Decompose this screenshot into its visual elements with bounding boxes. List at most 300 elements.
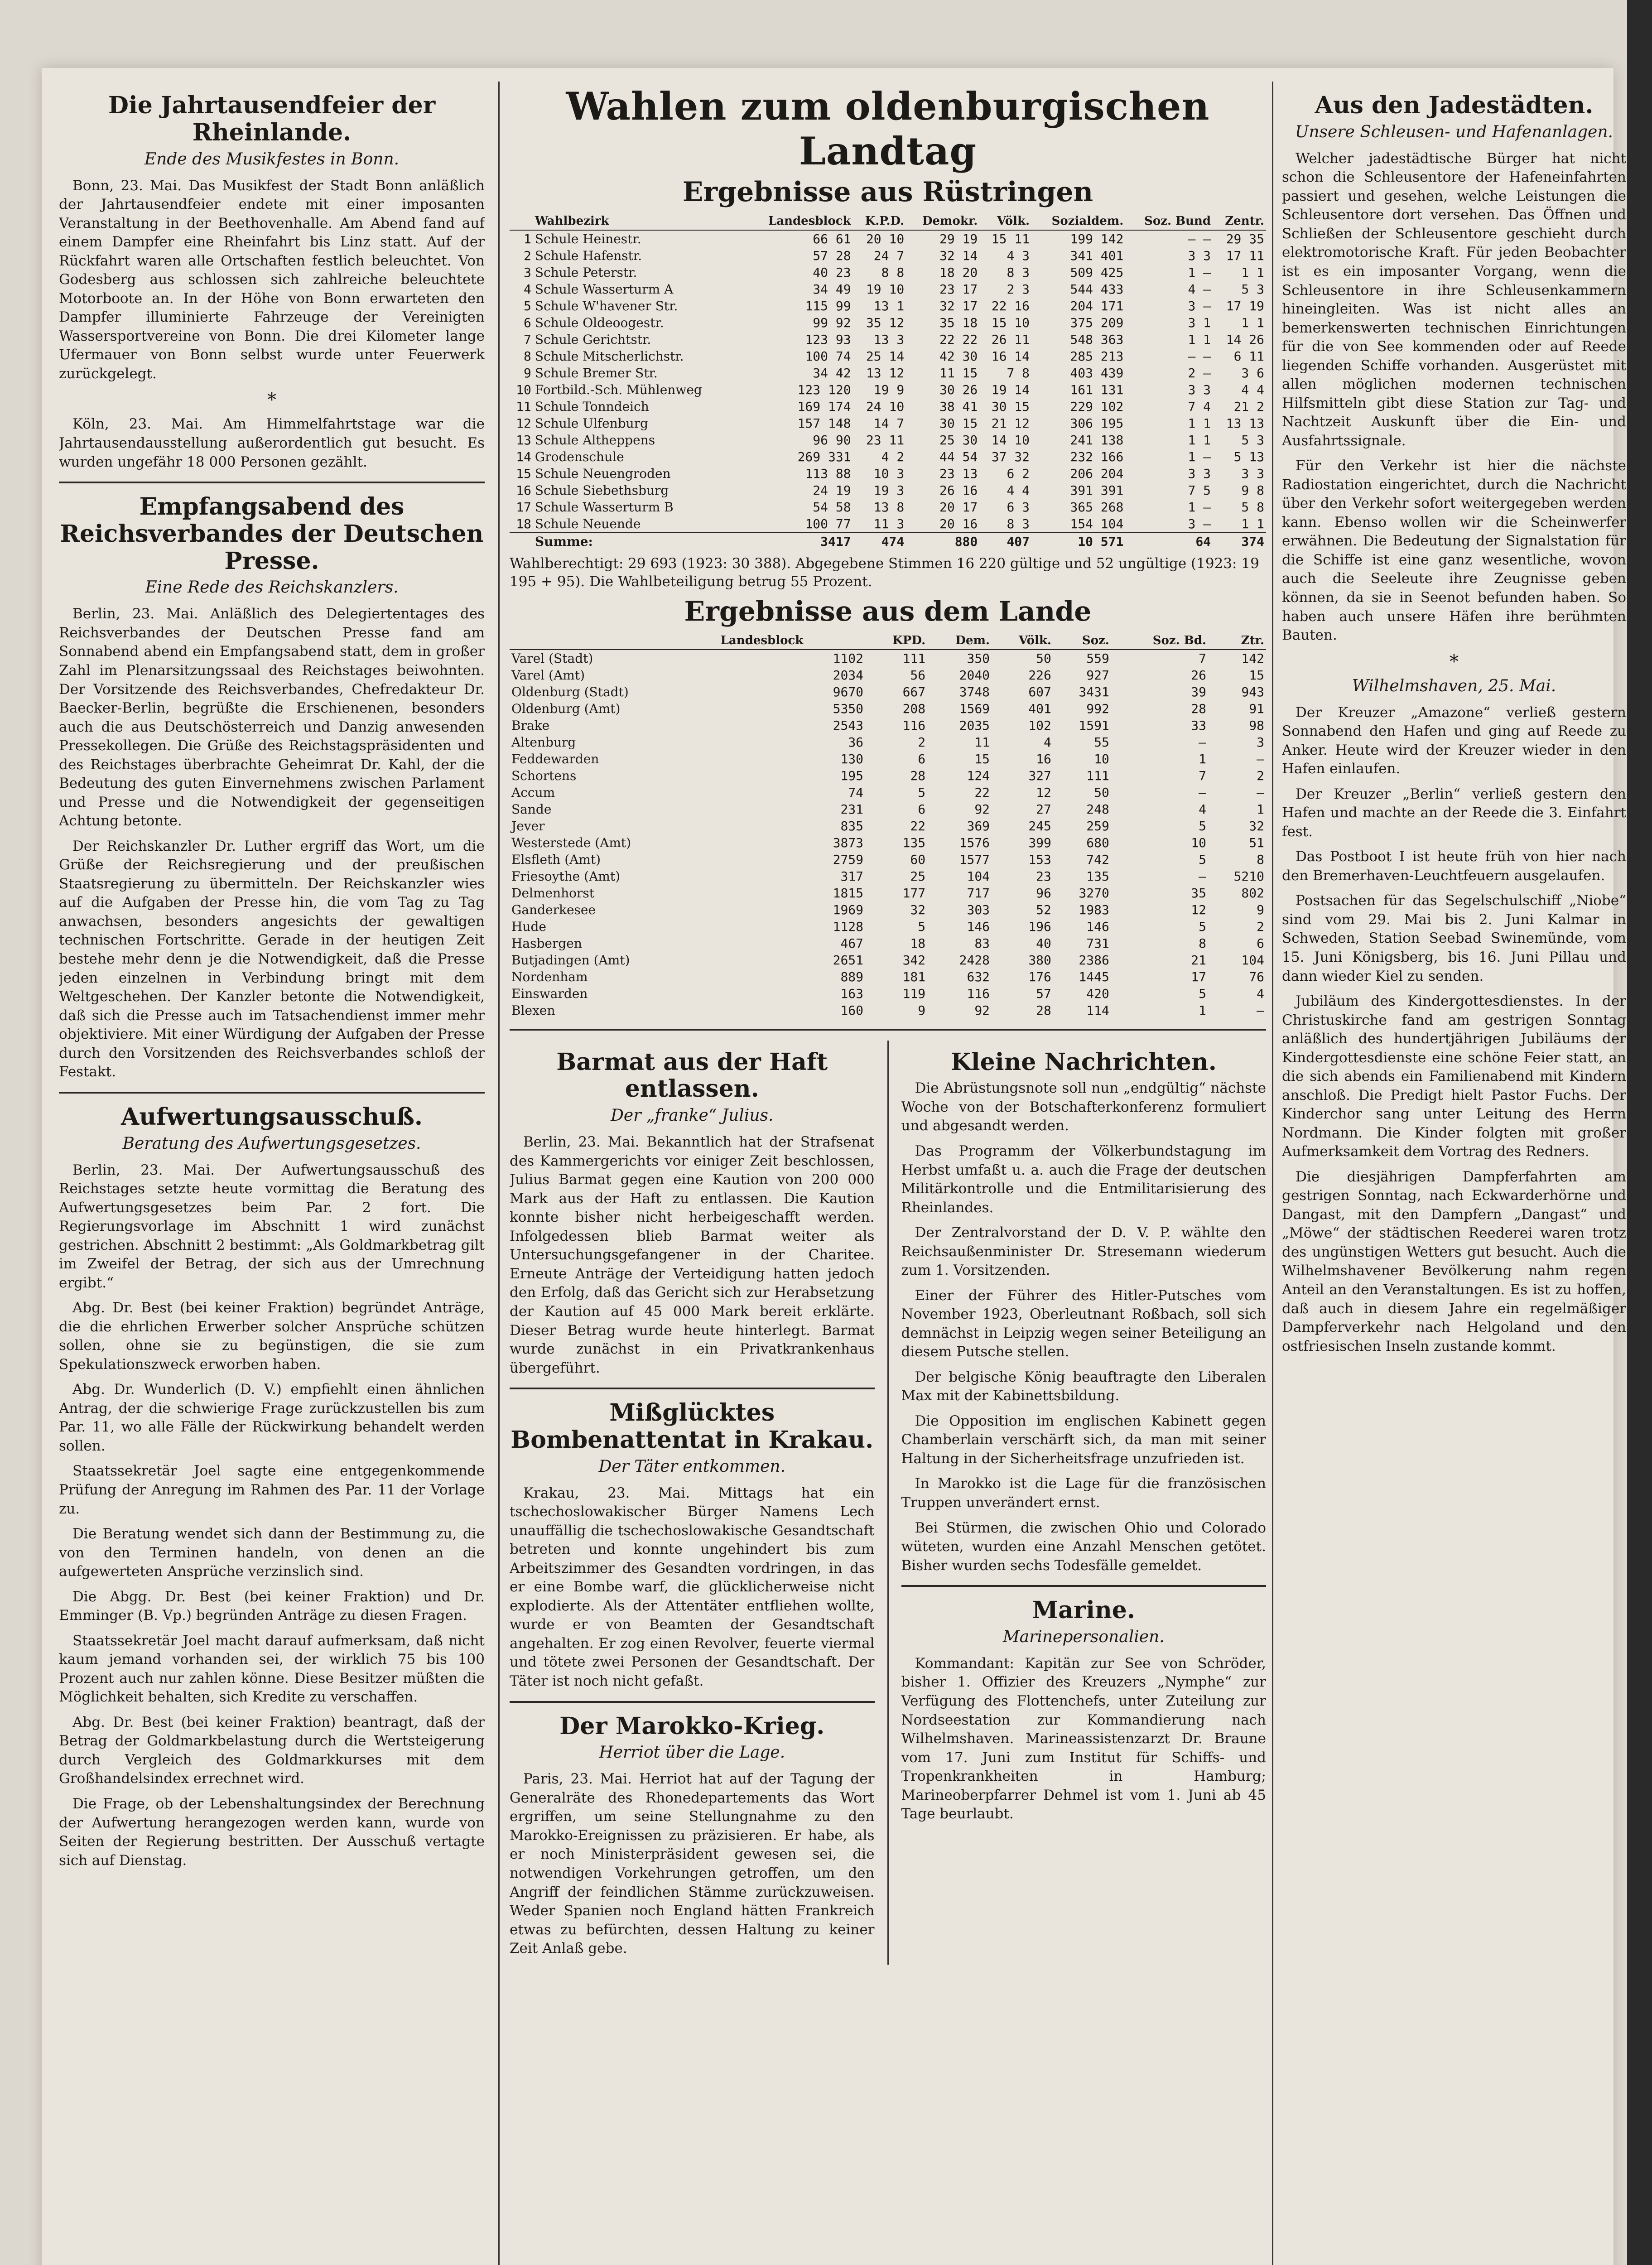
table-row [510,885,1266,901]
table-cell: 55 [1094,734,1109,750]
table-cell: 509 425 [1070,265,1124,280]
article-title: Aufwertungsausschuß. [121,1103,423,1131]
middle-column [510,84,1266,2265]
table-cell: Schule Oldeoogestr. [535,315,664,330]
col-header: Landesblock [719,632,865,650]
table-cell: 56 [910,667,926,683]
table-cell: 420 [1086,986,1109,1001]
table-cell: 3 [1257,734,1264,750]
col-header: Dem. [927,632,992,650]
table-cell: 5 3 [1241,433,1264,448]
table-cell: 11 15 [939,366,978,381]
article-subtitle: Unsere Schleusen- und Hafenanlagen. [1295,122,1613,141]
sum-cell: 3417 [746,533,853,550]
table-cell: 742 [1086,852,1109,867]
table-cell: 245 [1028,818,1051,834]
table-cell: 7 8 [1007,366,1030,381]
table-cell: 177 [902,885,926,901]
table-cell: 14 7 [873,416,905,431]
table-cell: Blexen [511,1002,555,1018]
table-cell: 14 26 [1226,332,1264,347]
table-row [510,1002,1266,1019]
table-cell: 259 [1086,818,1109,834]
table-cell: 113 88 [805,466,851,481]
table-cell: Ganderkesee [511,902,596,917]
article-paragraph: Welcher jadestädtische Bürger hat nicht schon die Schleusentore der Hafeneinfahrten passiert und gesehen, welche Leistungen die Schleusentore dort versehen. Das Öffnen und Schließen der Schleusentore geschieht durch elektromotorische Kraft. Für jeden Beobachter ist es ein imposanter Vorgang, wenn die Schleusentore in ihre Schleusenkammern hineingleiten. Was ist nicht alles an bemerkenswerten technischen Einrichtungen für die von See kommenden oder auf Reede liegenden Schiffe vorhanden. Ausgerüstet mit allen möglichen modernen technischen Hilfsmitteln gibt diese Station zur Tag- und Nachtzeit Auskunft über die Ein- und Ausfahrtssignale. [1282,150,1626,449]
table-cell: 98 [1249,718,1264,733]
table-cell: 1 [524,231,531,246]
table-cell: Schule Mitscherlichstr. [535,349,684,364]
table-cell: 135 [902,835,926,850]
article-subtitle: Marinepersonalien. [1002,1627,1165,1646]
table-cell: 365 268 [1070,500,1124,515]
table-cell: 10 [1094,751,1109,766]
table-cell: 29 19 [939,231,978,246]
table-cell: 74 [848,785,864,800]
col-header: Ztr. [1208,632,1266,650]
sum-label: Summe: [533,533,746,550]
table-cell: 116 [902,718,926,733]
table-cell: 40 [1036,935,1051,951]
table-cell: 35 18 [939,315,978,330]
table-cell: 146 [967,919,990,934]
table-cell: 1445 [1079,969,1109,984]
table-cell: 92 [974,801,990,817]
table-cell: 341 401 [1070,248,1124,263]
table-cell: 6 11 [1233,349,1264,364]
table-cell: 32 [1249,818,1264,834]
table-cell: Delmenhorst [511,885,595,901]
table-cell: 6 3 [1007,500,1030,515]
article-title: Kleine Nachrichten. [950,1048,1217,1076]
table-cell: 50 [1094,785,1109,800]
table-cell: Brake [511,718,550,733]
table-cell: 5350 [833,701,864,716]
table-cell: 124 [967,768,990,783]
table-cell: Schule Gerichtstr. [535,332,651,347]
article-paragraph: Das Postboot I ist heute früh von hier nach den Bremerhaven-Leuchtfeuern ausgelaufen. [1282,848,1626,884]
table-cell: 229 102 [1070,399,1124,414]
divider [510,1029,1266,1031]
table-cell: 181 [902,969,926,984]
table-cell: 5210 [1233,868,1264,884]
table-cell: 100 77 [805,516,851,531]
table-cell: Hasbergen [511,935,582,951]
table-cell: — — [1188,349,1211,364]
article-paragraph: Staatssekretär Joel sagte eine entgegenkommende Prüfung der Anregung im Rahmen des Par. 11 der Vorlage zu. [59,1463,485,1517]
table-cell: 15 11 [991,231,1030,246]
table-cell: 9 [1257,902,1264,917]
article-paragraph: Postsachen für das Segelschulschiff „Niobe“ sind vom 29. Mai bis 2. Juni Kalmar in Schweden, Station Seebad Swinemünde, vom 15. Juni Königsberg, bis 16. Juni Pillau und dann wieder Kiel zu senden. [1282,892,1626,984]
table-cell: 327 [1028,768,1051,783]
table-cell: 3431 [1079,684,1109,699]
table-cell: 146 [1086,919,1109,934]
table-cell: 731 [1086,935,1109,951]
table-cell: 15 [516,466,531,481]
article-title: Barmat aus der Haft entlassen. [556,1048,828,1103]
table-cell: 5 [918,785,926,800]
article-title: Empfangsabend des Reichsverbandes der Deutschen Presse. [60,493,484,575]
table-cell: 2040 [959,667,990,683]
article-paragraph: Die Abrüstungsnote soll nun „endgültig“ nächste Woche von der Botschafterkonferenz formuliert und abgesandt werden. [901,1080,1266,1134]
table-cell: Friesoythe (Amt) [511,868,621,884]
table-cell: 57 28 [813,248,851,263]
column-rule-2 [1272,82,1273,2265]
table-cell: 13 13 [1226,416,1264,431]
table-cell: Accum [511,785,555,800]
table-cell: — [1199,734,1206,750]
table-cell: 350 [967,651,990,666]
article-paragraph: Für den Verkehr ist hier die nächste Radiostation eingerichtet, durch die Nachricht über den Verkehr sofort weitergegeben werden kann. Ebenso wollen wir die Scheinwerfer erwähnen. Die Bedeutung der Signalstation für die Schiffe ist eine ganz wesentliche, wovon auch die Seeleute ihre Zeugnisse geben können, da sie in Seenot befunden haben. So haben auch unsere Häfen ihre berühmten Bauten. [1282,458,1626,644]
table-body [510,230,1266,550]
table-cell: 32 [910,902,926,917]
table-cell: 15 [974,751,990,766]
table-cell: 19 3 [873,483,905,498]
sum-cell: 474 [853,533,906,550]
article-paragraph: Bonn, 23. Mai. Das Musikfest der Stadt Bonn anläßlich der Jahrtausendfeier endete mit einer imposanten Veranstaltung in der Beethovenhalle. Am Abend fand auf einem Dampfer eine Rheinfahrt bis Linz statt. Auf der Rückfahrt waren alle Ortschaften festlich beleuchtet. Von Godesberg aus schlossen sich zahlreiche beleuchtete Motorboote an. In der Höhe von Bonn erwarteten den Dampfer illuminierte Fahrzeuge der Vereinigten Wassersportvereine von Bonn. Die drei Kilometer lange Ufermauer von Bonn selbst wurde unter Feuerwerk zurückgelegt. [59,177,485,382]
table-cell: Jever [511,818,545,834]
table-cell: Schule Siebethsburg [535,483,669,498]
table-cell: 399 [1028,835,1051,850]
table-cell: 23 11 [866,433,905,448]
headline-wahlen: Wahlen zum oldenburgischen Landtag [566,84,1210,173]
table-cell: 21 12 [991,416,1030,431]
table-cell: 15 [1249,667,1264,683]
table-cell: 32 17 [939,299,978,313]
table-cell: 342 [902,952,926,968]
article-paragraph: Köln, 23. Mai. Am Himmelfahrtstage war die Jahrtausendausstellung außerordentlich gut besucht. Es wurden ungefähr 18 000 Personen gezählt. [59,416,485,470]
table-cell: 16 [516,483,531,498]
table-cell: 15 10 [991,315,1030,330]
table-cell: 123 120 [797,382,851,397]
table-row [510,482,1266,499]
table-cell: 5 3 [1241,282,1264,297]
dateline: Wilhelmshaven, 25. Mai. [1352,676,1556,695]
article-paragraph: Die Abgg. Dr. Best (bei keiner Fraktion) und Dr. Emminger (B. Vp.) begründen Anträge zu diesen Fragen. [59,1588,485,1624]
table-header-row [510,212,1266,230]
table-cell: 6 [918,801,926,817]
col-header: Sozialdem. [1031,212,1125,230]
table-cell: 269 331 [797,449,851,464]
table-cell: 8 [524,349,531,364]
table-cell: 163 [840,986,864,1001]
table-cell: 6 [918,751,926,766]
table-cell: 2 [1257,768,1264,783]
table-cell: Schule Wasserturm A [535,282,674,297]
table-cell: 33 [1191,718,1206,733]
table-cell: 60 [910,852,926,867]
article-subtitle: Beratung des Aufwertungsgesetzes. [122,1134,421,1153]
table-cell: 4 [1199,801,1206,817]
table-cell: 226 [1028,667,1051,683]
table-cell: 7 [1199,651,1206,666]
table-cell: 7 4 [1188,399,1211,414]
table-cell: 2759 [833,852,864,867]
table-cell: Schule Hafenstr. [535,248,642,263]
table-cell: 11 [974,734,990,750]
table-cell: 23 17 [939,282,978,297]
article-paragraph: Der Kreuzer „Berlin“ verließ gestern den Hafen und machte an der Reede die 3. Einfahrt fest. [1282,786,1626,840]
table-cell: 1128 [833,919,864,934]
table-cell: 1591 [1079,718,1109,733]
table-cell: 13 [516,433,531,448]
table-row [510,717,1266,734]
table-cell: Varel (Amt) [511,667,585,683]
table-row [510,499,1266,516]
table-cell: 26 11 [991,332,1030,347]
table-row [510,650,1266,667]
column-b [887,1041,1267,1965]
section-ruestringen: Ergebnisse aus Rüstringen [682,176,1093,208]
table-cell: 34 49 [813,282,851,297]
table-cell: 35 [1191,885,1206,901]
article-paragraph: In Marokko ist die Lage für die französischen Truppen unverändert ernst. [901,1475,1266,1511]
table-cell: 3 — [1188,516,1211,531]
table-cell: 2 [1257,919,1264,934]
table-cell: 160 [840,1002,864,1018]
table-cell: 943 [1241,684,1264,699]
table-cell: 4 4 [1007,483,1030,498]
table-cell: Varel (Stadt) [511,651,593,666]
table-row [510,751,1266,767]
col-header: Soz. [1053,632,1111,650]
table-cell: 142 [1241,651,1264,666]
table-cell: 19 14 [991,382,1030,397]
table-cell: Schule Neuende [535,516,641,531]
table-cell: Sande [511,801,552,817]
table-row [510,818,1266,834]
table-cell: 204 171 [1070,299,1124,313]
table-cell: Feddewarden [511,751,599,766]
article-paragraph: Abg. Dr. Best (bei keiner Fraktion) begründet Anträge, die die ehrlichen Erwerber solcher Ansprüche schützen sollen, ohne sie zu begünstigen, die sie zum Spekulationszweck erworben haben. [59,1300,485,1373]
column-a [510,1041,875,1965]
table-cell: 22 [910,818,926,834]
table-cell: 195 [840,768,864,783]
table-cell: Schule Ulfenburg [535,416,648,431]
table-cell: 992 [1086,701,1109,716]
table-row [510,381,1266,398]
table-cell [510,533,533,550]
table-cell: 208 [902,701,926,716]
table-cell: 1 1 [1188,433,1211,448]
sum-cell: 880 [906,533,979,550]
table-row [510,298,1266,314]
table-cell: 76 [1249,969,1264,984]
table-cell: — [1257,1002,1264,1018]
table-cell: 680 [1086,835,1109,850]
col-header [510,212,533,230]
table-cell: Schortens [511,768,577,783]
table-row [510,348,1266,365]
table-cell: 30 26 [939,382,978,397]
article-paragraph: Bei Stürmen, die zwischen Ohio und Colorado wüteten, wurden eine Anzahl Menschen getötet. Bisher wurden sechs Todesfälle gemeldet. [901,1519,1266,1574]
table-row [510,969,1266,985]
table-cell: 18 [910,935,926,951]
table-cell: 13 1 [873,299,905,313]
table-cell: 5 [524,299,531,313]
table-body [510,650,1266,1019]
table-cell: 17 11 [1226,248,1264,263]
table-cell: 119 [902,986,926,1001]
article-paragraph: Abg. Dr. Wunderlich (D. V.) empfiehlt einen ähnlichen Antrag, der die schwierige Frage zurückzustellen bis zum Par. 11, wo alle Fälle der Rückwirkung behandelt werden sollen. [59,1381,485,1454]
table-cell: 114 [1086,1002,1109,1018]
table-cell: 1969 [833,902,864,917]
table-row [510,935,1266,952]
table-cell: 96 [1036,885,1051,901]
article-paragraph: Die Beratung wendet sich dann der Bestimmung zu, die von den Terminen handeln, von denen an die aufgewerteten Ansprüche verzinslich sind. [59,1526,485,1580]
table-cell: 1 [1257,801,1264,817]
table-cell: 12 [516,416,531,431]
table-cell: 32 14 [939,248,978,263]
table-cell: 25 14 [866,349,905,364]
table-cell: 6 [524,315,531,330]
table-cell: 3748 [959,684,990,699]
table-cell: 889 [840,969,864,984]
table-cell: Oldenburg (Stadt) [511,684,629,699]
table-cell: 241 138 [1070,433,1124,448]
right-column [1282,84,1626,2265]
table-row [510,516,1266,533]
table-cell: 3 [524,265,531,280]
table-cell: 5 13 [1233,449,1264,464]
table-cell: 1815 [833,885,864,901]
table-row [510,281,1266,298]
article-paragraph: Staatssekretär Joel macht darauf aufmerksam, daß nicht kaum jemand vorhanden sei, der wirklich 75 bis 100 Prozent auch nur zahlen könne. Diese Besitzer müßten die Möglichkeit behalten, sich Kredite zu verschaffen. [59,1632,485,1706]
article-empfangsabend [59,493,485,1082]
table-cell: 28 [910,768,926,783]
table-cell: 22 [974,785,990,800]
table-row [510,365,1266,381]
table-cell: 18 [516,516,531,531]
table-cell: 22 22 [939,332,978,347]
table-row [510,767,1266,784]
table-cell: 96 90 [813,433,851,448]
table-cell: Schule Wasserturm B [535,500,674,515]
table-row [510,952,1266,969]
table-lande [510,632,1266,1019]
table-row [510,264,1266,281]
table-cell: 1 — [1188,449,1211,464]
table-cell: 10 3 [873,466,905,481]
table-cell: Elsfleth (Amt) [511,852,601,867]
article-paragraph: Berlin, 23. Mai. Bekanntlich hat der Strafsenat des Kammergerichts vor einiger Zeit beschlossen, Julius Barmat gegen eine Kaution von 200 000 Mark aus der Haft zu entlassen. Die Kaution konnte bisher nicht herbeigeschafft werden. Infolgedessen blieb Barmat weiter als Untersuchungsgefangener in der Charitee. Erneute Anträge der Verteidigung hatten jedoch den Erfolg, daß das Gericht sich zur Herabsetzung der Kaution auf 45 000 Mark bereit erklärte. Dieser Betrag wurde heute hinterlegt. Barmat wurde zunächst in ein Privatkrankenhaus übergeführt. [510,1134,875,1376]
table-row [510,432,1266,448]
table-cell: 24 19 [813,483,851,498]
table-cell: 548 363 [1070,332,1124,347]
table-row [510,331,1266,348]
col-header: Völk. [979,212,1031,230]
col-header: Soz. Bund [1125,212,1213,230]
table-cell: 14 10 [991,433,1030,448]
table-cell: 42 30 [939,349,978,364]
col-header: KPD. [865,632,927,650]
table-cell: 37 32 [991,449,1030,464]
col-header: Soz. Bd. [1111,632,1208,650]
table-cell: 231 [840,801,864,817]
divider [59,1092,485,1094]
note-wahlberechtigt: Wahlberechtigt: 29 693 (1923: 30 388). Abgegebene Stimmen 16 220 gültige und 52 ungültige (1923: 19 195 + 95). Die Wahlbeteiligung betrug 55 Prozent. [510,555,1259,590]
article-jahrtausendfeier [59,92,485,472]
table-cell: 1569 [959,701,990,716]
table-cell: 5 [1199,818,1206,834]
table-cell: 91 [1249,701,1264,716]
table-row [510,901,1266,918]
table-cell: 3270 [1079,885,1109,901]
table-ruestringen [510,212,1266,550]
table-cell: 9670 [833,684,864,699]
table-cell: 4 2 [881,449,905,464]
table-cell: 30 15 [939,416,978,431]
table-cell: 154 104 [1070,516,1124,531]
col-header: Völk. [992,632,1053,650]
table-cell: 5 [1199,852,1206,867]
table-cell: 607 [1028,684,1051,699]
table-row [510,314,1266,331]
table-cell: 34 42 [813,366,851,381]
table-cell: 8 3 [1007,516,1030,531]
table-cell: 1 1 [1188,416,1211,431]
table-cell: 3 — [1188,299,1211,313]
table-cell: 9 [918,1002,926,1018]
table-cell: 4 [524,282,531,297]
table-cell: 4 [1257,986,1264,1001]
article-title: Die Jahrtausendfeier der Rheinlande. [108,92,436,146]
article-title: Aus den Jadestädten. [1315,92,1594,119]
table-cell: 317 [840,868,864,884]
table-cell: 401 [1028,701,1051,716]
table-cell: 5 [1199,986,1206,1001]
table-row [510,700,1266,717]
table-cell: 717 [967,885,990,901]
table-cell: 6 2 [1007,466,1030,481]
sum-cell: 407 [979,533,1031,550]
table-cell: 7 [1199,768,1206,783]
article-paragraph: Der Zentralvorstand der D. V. P. wählte den Reichsaußenminister Dr. Stresemann wiederum zum 1. Vorsitzenden. [901,1224,1266,1279]
table-cell: 23 [1036,868,1051,884]
table-row [510,918,1266,935]
table-cell: 544 433 [1070,282,1124,297]
table-cell: 104 [967,868,990,884]
table-cell: Schule Neuengroden [535,466,671,481]
table-cell: 51 [1249,835,1264,850]
article-aufwertung [59,1104,485,1870]
table-cell: 57 [1036,986,1051,1001]
table-cell: 16 [1036,751,1051,766]
table-cell: 1 1 [1188,332,1211,347]
table-cell: 303 [967,902,990,917]
table-cell: 7 [524,332,531,347]
table-cell: 4 3 [1007,248,1030,263]
left-column [59,84,485,2265]
table-cell: 20 10 [866,231,905,246]
table-cell: 8 [1257,852,1264,867]
table-cell: Butjadingen (Amt) [511,952,630,968]
table-cell: 4 — [1188,282,1211,297]
table-sum-row [510,533,1266,550]
table-cell: 6 [1257,935,1264,951]
table-cell: 153 [1028,852,1051,867]
table-cell: Schule Heinestr. [535,231,641,246]
table-row [510,415,1266,432]
table-cell: 196 [1028,919,1051,934]
table-cell: 1 — [1188,265,1211,280]
table-cell: 9 [524,366,531,381]
table-cell: 157 148 [797,416,851,431]
table-header-row [510,632,1266,650]
table-cell: 2 [918,734,926,750]
table-cell: 3 3 [1188,466,1211,481]
table-row [510,448,1266,465]
